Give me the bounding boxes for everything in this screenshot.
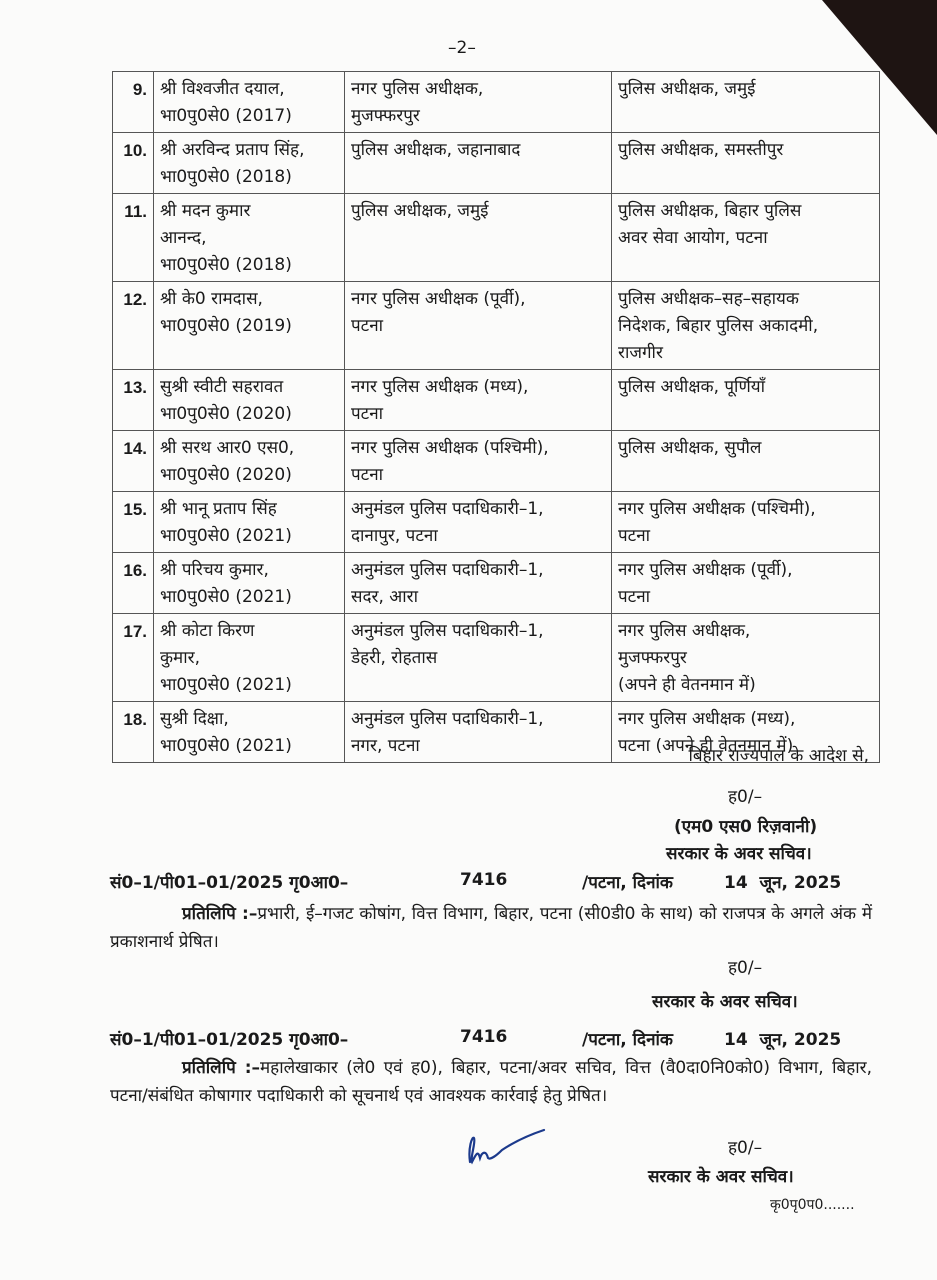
new-posting-cell-line: नगर पुलिस अधीक्षक (मध्य), (618, 709, 796, 729)
current-posting-cell-line: अनुमंडल पुलिस पदाधिकारी–1, (351, 499, 544, 519)
current-posting-cell-line: पटना (351, 465, 384, 485)
serial-number-cell: 15. (113, 492, 154, 553)
officer-name-cell (154, 282, 345, 370)
new-posting-cell (612, 282, 880, 370)
table-row (113, 553, 880, 614)
officer-name-cell (154, 553, 345, 614)
officer-name-cell-line: भा0पु0से0 (2021) (160, 736, 292, 756)
serial-number-cell: 10. (113, 133, 154, 194)
order-by-line: बिहार राज्यपाल के आदेश से, (688, 746, 869, 766)
officer-name-cell-line: सुश्री दिक्षा, (160, 709, 229, 729)
officer-name-cell (154, 431, 345, 492)
memo-2-date: 14 जून, 2025 (724, 1030, 842, 1050)
table-row (113, 194, 880, 282)
new-posting-cell-line: पुलिस अधीक्षक, बिहार पुलिस (618, 201, 802, 221)
current-posting-cell-line: पटना (351, 316, 384, 336)
new-posting-cell (612, 194, 880, 282)
officer-name-cell (154, 702, 345, 763)
current-posting-cell (345, 72, 612, 133)
serial-number-cell: 13. (113, 370, 154, 431)
memo-2-number: 7416 (460, 1027, 508, 1047)
current-posting-cell-line: पुलिस अधीक्षक, जहानाबाद (351, 140, 521, 160)
officer-name-cell (154, 370, 345, 431)
officer-name-cell-line: श्री के0 रामदास, (160, 289, 263, 309)
new-posting-cell-line: नगर पुलिस अधीक्षक, (618, 621, 751, 641)
officer-name-cell (154, 614, 345, 702)
memo-1-number: 7416 (460, 870, 508, 890)
signed-mark: ह0/– (728, 787, 763, 807)
current-posting-cell-line: पुलिस अधीक्षक, जमुई (351, 201, 489, 221)
current-posting-cell (345, 431, 612, 492)
officer-name-cell-line: भा0पु0से0 (2018) (160, 167, 292, 187)
table-row (113, 370, 880, 431)
table-row (113, 614, 880, 702)
current-posting-cell-line: दानापुर, पटना (351, 526, 438, 546)
new-posting-cell (612, 431, 880, 492)
current-posting-cell-line: अनुमंडल पुलिस पदाधिकारी–1, (351, 709, 544, 729)
memo-2-copy-paragraph (110, 1054, 872, 1110)
current-posting-cell (345, 702, 612, 763)
officer-name-cell-line: सुश्री स्वीटी सहरावत (160, 377, 284, 397)
officer-name-cell-line: श्री भानू प्रताप सिंह (160, 499, 277, 519)
current-posting-cell-line: अनुमंडल पुलिस पदाधिकारी–1, (351, 560, 544, 580)
current-posting-cell (345, 370, 612, 431)
current-posting-cell (345, 282, 612, 370)
current-posting-cell-line: मुजफ्फरपुर (351, 106, 420, 126)
new-posting-cell (612, 370, 880, 431)
memo-2-place-date-label: /पटना, दिनांक (582, 1030, 673, 1050)
current-posting-cell (345, 194, 612, 282)
table-row (113, 72, 880, 133)
new-posting-cell-line: पुलिस अधीक्षक, पूर्णियाँ (618, 377, 765, 397)
new-posting-cell-line: पटना (अपने ही वेतनमान में) (618, 736, 794, 756)
memo-2-designation: सरकार के अवर सचिव। (648, 1167, 794, 1187)
current-posting-cell (345, 133, 612, 194)
table-row (113, 431, 880, 492)
officer-name-cell-line: भा0पु0से0 (2021) (160, 526, 292, 546)
new-posting-cell (612, 72, 880, 133)
serial-number-cell: 14. (113, 431, 154, 492)
posting-table (112, 71, 880, 763)
officer-name-cell-line: भा0पु0से0 (2017) (160, 106, 292, 126)
officer-name-cell (154, 133, 345, 194)
memo-2-copy-text: महालेखाकार (ले0 एवं ह0), बिहार, पटना/अवर सचिव, वित्त (वै0दा0नि0को0) विभाग, बिहार, पटना/संबंधित कोषागार पदाधिकारी को सूचनार्थ एवं आवश्यक कार्रवाई हेतु प्रेषित। (110, 1058, 872, 1106)
officer-name-cell-line: श्री विश्वजीत दयाल, (160, 79, 285, 99)
current-posting-cell-line: नगर पुलिस अधीक्षक (पूर्वी), (351, 289, 526, 309)
officer-name-cell-line: श्री परिचय कुमार, (160, 560, 269, 580)
officer-name-cell-line: श्री कोटा किरण (160, 621, 255, 641)
current-posting-cell-line: डेहरी, रोहतास (351, 648, 438, 668)
officer-designation: सरकार के अवर सचिव। (666, 844, 812, 864)
table-row (113, 282, 880, 370)
new-posting-cell-line: निदेशक, बिहार पुलिस अकादमी, (618, 316, 819, 336)
officer-name-cell-line: श्री मदन कुमार (160, 201, 251, 221)
current-posting-cell-line: नगर, पटना (351, 736, 420, 756)
officer-name-cell (154, 72, 345, 133)
new-posting-cell-line: अवर सेवा आयोग, पटना (618, 228, 768, 248)
memo-1-signature (652, 955, 798, 1016)
current-posting-cell (345, 492, 612, 553)
signature-block-1 (600, 784, 872, 868)
memo-1-place-date-label: /पटना, दिनांक (582, 873, 673, 893)
new-posting-cell (612, 614, 880, 702)
new-posting-cell-line: पुलिस अधीक्षक, समस्तीपुर (618, 140, 784, 160)
new-posting-cell-line: पुलिस अधीक्षक, जमुई (618, 79, 756, 99)
memo-2-ref: सं0–1/पी01–01/2025 गृ0आ0– (110, 1030, 349, 1050)
officer-name-cell-line: श्री सरथ आर0 एस0, (160, 438, 295, 458)
new-posting-cell-line: पुलिस अधीक्षक, सुपौल (618, 438, 762, 458)
memo-1-signed: ह0/– (728, 958, 763, 978)
memo-1-copy-label: प्रतिलिपि :– (182, 904, 258, 924)
memo-1-ref: सं0–1/पी01–01/2025 गृ0आ0– (110, 873, 349, 893)
new-posting-cell-line: नगर पुलिस अधीक्षक (पश्चिमी), (618, 499, 816, 519)
officer-name-cell-line: कुमार, (160, 648, 200, 668)
officer-name-cell-line: भा0पु0से0 (2021) (160, 587, 292, 607)
current-posting-cell (345, 614, 612, 702)
current-posting-cell (345, 553, 612, 614)
new-posting-cell-line: राजगीर (618, 343, 663, 363)
serial-number-cell: 17. (113, 614, 154, 702)
officer-name: (एम0 एस0 रिज़वानी) (674, 817, 818, 837)
officer-name-cell-line: भा0पु0से0 (2020) (160, 404, 292, 424)
serial-number-cell: 12. (113, 282, 154, 370)
new-posting-cell (612, 553, 880, 614)
officer-name-cell (154, 194, 345, 282)
serial-number-cell: 11. (113, 194, 154, 282)
memo-1-copy-text: प्रभारी, ई–गजट कोषांग, वित्त विभाग, बिहार, पटना (सी0डी0 के साथ) को राजपत्र के अगले अंक में प्रकाशनार्थ प्रेषित। (110, 904, 872, 952)
officer-name-cell (154, 492, 345, 553)
new-posting-cell-line: पटना (618, 587, 651, 607)
table-row (113, 133, 880, 194)
please-turn-over: कृ0पृ0प0....... (770, 1197, 855, 1213)
current-posting-cell-line: नगर पुलिस अधीक्षक (मध्य), (351, 377, 529, 397)
new-posting-cell-line: पुलिस अधीक्षक–सह–सहायक (618, 289, 799, 309)
current-posting-cell-line: पटना (351, 404, 384, 424)
current-posting-cell-line: सदर, आरा (351, 587, 419, 607)
memo-1-designation: सरकार के अवर सचिव। (652, 992, 798, 1012)
serial-number-cell: 9. (113, 72, 154, 133)
officer-name-cell-line: श्री अरविन्द प्रताप सिंह, (160, 140, 305, 160)
current-posting-cell-line: अनुमंडल पुलिस पदाधिकारी–1, (351, 621, 544, 641)
new-posting-cell-line: (अपने ही वेतनमान में) (618, 675, 756, 695)
memo-1-copy-paragraph (110, 900, 872, 956)
serial-number-cell: 18. (113, 702, 154, 763)
current-posting-cell-line: नगर पुलिस अधीक्षक (पश्चिमी), (351, 438, 549, 458)
new-posting-cell (612, 133, 880, 194)
memo-2-signed: ह0/– (728, 1138, 763, 1158)
officer-name-cell-line: भा0पु0से0 (2020) (160, 465, 292, 485)
table-row (113, 492, 880, 553)
officer-name-cell-line: भा0पु0से0 (2021) (160, 675, 292, 695)
memo-1-date: 14 जून, 2025 (724, 873, 842, 893)
memo-2-copy-label: प्रतिलिपि :– (182, 1058, 261, 1078)
current-posting-cell-line: नगर पुलिस अधीक्षक, (351, 79, 484, 99)
handwritten-signature (462, 1128, 552, 1168)
serial-number-cell: 16. (113, 553, 154, 614)
new-posting-cell (612, 492, 880, 553)
officer-name-cell-line: भा0पु0से0 (2019) (160, 316, 292, 336)
new-posting-cell-line: मुजफ्फरपुर (618, 648, 687, 668)
new-posting-cell-line: पटना (618, 526, 651, 546)
new-posting-cell-line: नगर पुलिस अधीक्षक (पूर्वी), (618, 560, 793, 580)
officer-name-cell-line: भा0पु0से0 (2018) (160, 255, 292, 275)
memo-2-signature (648, 1135, 794, 1191)
page-number: –2– (448, 38, 476, 58)
officer-name-cell-line: आनन्द, (160, 228, 207, 248)
